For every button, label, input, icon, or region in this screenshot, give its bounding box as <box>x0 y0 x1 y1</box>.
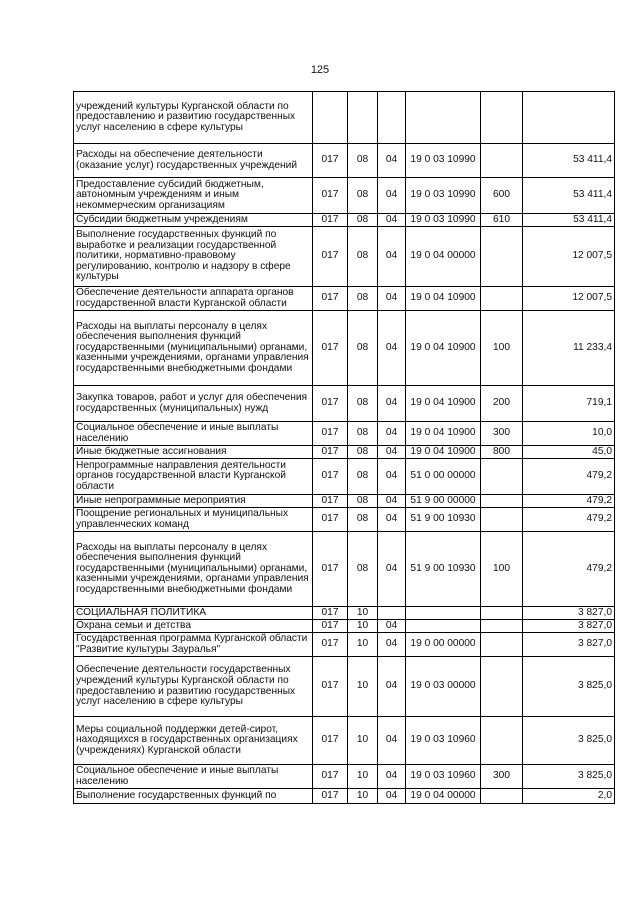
cell-vr <box>481 459 523 495</box>
cell-sum: 479,2 <box>523 495 615 508</box>
cell-csr: 19 0 00 00000 <box>406 633 481 657</box>
cell-sum: 479,2 <box>523 508 615 532</box>
cell-pr: 04 <box>378 717 406 765</box>
cell-rz: 08 <box>348 144 378 178</box>
table-row <box>74 717 615 765</box>
cell-ved: 017 <box>313 446 348 459</box>
cell-sum: 3 827,0 <box>523 620 615 633</box>
table-row <box>74 227 615 287</box>
cell-name: Охрана семьи и детства <box>74 620 313 633</box>
cell-pr: 04 <box>378 287 406 311</box>
cell-csr <box>406 607 481 620</box>
cell-rz: 10 <box>348 657 378 717</box>
cell-rz: 08 <box>348 495 378 508</box>
cell-rz: 10 <box>348 607 378 620</box>
cell-rz: 10 <box>348 633 378 657</box>
cell-sum: 53 411,4 <box>523 144 615 178</box>
cell-pr: 04 <box>378 789 406 804</box>
cell-pr: 04 <box>378 227 406 287</box>
cell-vr <box>481 144 523 178</box>
table-row <box>74 633 615 657</box>
cell-rz: 10 <box>348 789 378 804</box>
cell-pr: 04 <box>378 765 406 789</box>
cell-csr: 19 0 03 00000 <box>406 657 481 717</box>
cell-vr <box>481 227 523 287</box>
cell-ved: 017 <box>313 633 348 657</box>
cell-vr <box>481 607 523 620</box>
cell-csr: 51 0 00 00000 <box>406 459 481 495</box>
cell-sum: 3 825,0 <box>523 765 615 789</box>
cell-ved: 017 <box>313 532 348 607</box>
table-row <box>74 386 615 422</box>
cell-vr <box>481 657 523 717</box>
cell-ved <box>313 92 348 144</box>
cell-pr: 04 <box>378 311 406 386</box>
cell-name: Закупка товаров, работ и услуг для обеспечения государственных (муниципальных) нужд <box>74 386 313 422</box>
cell-ved: 017 <box>313 765 348 789</box>
cell-csr: 19 0 03 10960 <box>406 765 481 789</box>
cell-rz: 08 <box>348 459 378 495</box>
cell-rz: 10 <box>348 765 378 789</box>
cell-name: Меры социальной поддержки детей-сирот, находящихся в государственных организациях (учреждениях) Курганской области <box>74 717 313 765</box>
cell-pr: 04 <box>378 620 406 633</box>
cell-name: Иные бюджетные ассигнования <box>74 446 313 459</box>
cell-vr <box>481 495 523 508</box>
cell-sum: 3 827,0 <box>523 633 615 657</box>
cell-rz: 08 <box>348 386 378 422</box>
table-row <box>74 607 615 620</box>
cell-pr: 04 <box>378 508 406 532</box>
table-row <box>74 765 615 789</box>
cell-pr: 04 <box>378 495 406 508</box>
table-row <box>74 620 615 633</box>
cell-pr <box>378 607 406 620</box>
cell-ved: 017 <box>313 495 348 508</box>
cell-sum: 53 411,4 <box>523 214 615 227</box>
cell-ved: 017 <box>313 178 348 214</box>
cell-pr: 04 <box>378 144 406 178</box>
cell-vr <box>481 508 523 532</box>
cell-rz: 08 <box>348 311 378 386</box>
cell-name: Расходы на выплаты персоналу в целях обеспечения выполнения функций государственными (муниципальными) органами, казенными учреждениями, органами управления государственными внебюджетными фондами <box>74 532 313 607</box>
cell-sum: 12 007,5 <box>523 287 615 311</box>
cell-ved: 017 <box>313 657 348 717</box>
cell-csr: 19 0 04 10900 <box>406 311 481 386</box>
cell-pr: 04 <box>378 446 406 459</box>
cell-vr: 200 <box>481 386 523 422</box>
cell-csr: 51 9 00 10930 <box>406 508 481 532</box>
cell-sum: 2,0 <box>523 789 615 804</box>
cell-pr: 04 <box>378 214 406 227</box>
cell-pr: 04 <box>378 459 406 495</box>
cell-sum: 12 007,5 <box>523 227 615 287</box>
cell-csr: 19 0 04 00000 <box>406 789 481 804</box>
cell-sum: 3 825,0 <box>523 717 615 765</box>
cell-csr: 19 0 03 10990 <box>406 214 481 227</box>
cell-pr: 04 <box>378 178 406 214</box>
cell-ved: 017 <box>313 789 348 804</box>
cell-name: Выполнение государственных функций по <box>74 789 313 804</box>
table-row <box>74 92 615 144</box>
cell-sum: 45,0 <box>523 446 615 459</box>
table-row <box>74 178 615 214</box>
cell-ved: 017 <box>313 607 348 620</box>
cell-sum: 3 825,0 <box>523 657 615 717</box>
cell-vr <box>481 633 523 657</box>
cell-vr: 300 <box>481 422 523 446</box>
cell-rz: 08 <box>348 227 378 287</box>
cell-sum: 10,0 <box>523 422 615 446</box>
budget-table <box>73 91 615 804</box>
cell-rz: 08 <box>348 508 378 532</box>
cell-ved: 017 <box>313 227 348 287</box>
cell-name: Расходы на обеспечение деятельности (оказание услуг) государственных учреждений <box>74 144 313 178</box>
cell-csr: 19 0 03 10960 <box>406 717 481 765</box>
table-row <box>74 789 615 804</box>
cell-vr: 300 <box>481 765 523 789</box>
cell-pr: 04 <box>378 633 406 657</box>
cell-vr <box>481 92 523 144</box>
table-row <box>74 446 615 459</box>
cell-rz: 08 <box>348 214 378 227</box>
table-row <box>74 422 615 446</box>
cell-sum: 479,2 <box>523 532 615 607</box>
cell-name: Обеспечение деятельности аппарата органов государственной власти Курганской области <box>74 287 313 311</box>
cell-name: Обеспечение деятельности государственных учреждений культуры Курганской области по предоставлению и развитию государственных услуг населению в сфере культуры <box>74 657 313 717</box>
cell-rz: 08 <box>348 446 378 459</box>
cell-vr <box>481 789 523 804</box>
cell-csr: 19 0 04 00000 <box>406 227 481 287</box>
cell-ved: 017 <box>313 717 348 765</box>
cell-name: Непрограммные направления деятельности органов государственной власти Курганской области <box>74 459 313 495</box>
cell-pr: 04 <box>378 422 406 446</box>
cell-rz: 10 <box>348 620 378 633</box>
cell-csr: 51 9 00 10930 <box>406 532 481 607</box>
table-row <box>74 287 615 311</box>
table-row <box>74 532 615 607</box>
cell-rz: 08 <box>348 532 378 607</box>
cell-pr: 04 <box>378 657 406 717</box>
table-row <box>74 459 615 495</box>
table-row <box>74 214 615 227</box>
cell-name: Выполнение государственных функций по выработке и реализации государственной политики, нормативно-правовому регулированию, контролю и надзору в сфере культуры <box>74 227 313 287</box>
cell-ved: 017 <box>313 311 348 386</box>
cell-ved: 017 <box>313 422 348 446</box>
cell-name: Государственная программа Курганской области "Развитие культуры Зауралья" <box>74 633 313 657</box>
cell-name: Поощрение региональных и муниципальных управленческих команд <box>74 508 313 532</box>
cell-csr: 19 0 04 10900 <box>406 446 481 459</box>
cell-vr: 100 <box>481 311 523 386</box>
cell-rz: 08 <box>348 287 378 311</box>
cell-csr <box>406 620 481 633</box>
cell-sum: 11 233,4 <box>523 311 615 386</box>
cell-rz: 10 <box>348 717 378 765</box>
table-row <box>74 144 615 178</box>
cell-ved: 017 <box>313 459 348 495</box>
cell-rz: 08 <box>348 178 378 214</box>
cell-ved: 017 <box>313 287 348 311</box>
cell-ved: 017 <box>313 620 348 633</box>
cell-ved: 017 <box>313 386 348 422</box>
cell-name: СОЦИАЛЬНАЯ ПОЛИТИКА <box>74 607 313 620</box>
cell-csr: 19 0 03 10990 <box>406 144 481 178</box>
cell-name: Иные непрограммные мероприятия <box>74 495 313 508</box>
cell-ved: 017 <box>313 214 348 227</box>
cell-sum: 3 827,0 <box>523 607 615 620</box>
cell-rz <box>348 92 378 144</box>
table-row <box>74 495 615 508</box>
cell-vr: 100 <box>481 532 523 607</box>
cell-sum: 719,1 <box>523 386 615 422</box>
cell-name: Расходы на выплаты персоналу в целях обеспечения выполнения функций государственными (муниципальными) органами, казенными учреждениями, органами управления государственными внебюджетными фондами <box>74 311 313 386</box>
cell-csr: 19 0 03 10990 <box>406 178 481 214</box>
cell-csr: 19 0 04 10900 <box>406 386 481 422</box>
cell-vr <box>481 287 523 311</box>
cell-pr: 04 <box>378 386 406 422</box>
cell-vr: 610 <box>481 214 523 227</box>
cell-name: Социальное обеспечение и иные выплаты населению <box>74 765 313 789</box>
cell-sum: 53 411,4 <box>523 178 615 214</box>
cell-ved: 017 <box>313 508 348 532</box>
cell-csr: 51 9 00 00000 <box>406 495 481 508</box>
cell-sum: 479,2 <box>523 459 615 495</box>
cell-pr: 04 <box>378 532 406 607</box>
table-row <box>74 311 615 386</box>
cell-name: Субсидии бюджетным учреждениям <box>74 214 313 227</box>
cell-vr <box>481 620 523 633</box>
cell-name: Социальное обеспечение и иные выплаты населению <box>74 422 313 446</box>
page-number: 125 <box>310 64 330 76</box>
cell-vr: 600 <box>481 178 523 214</box>
cell-rz: 08 <box>348 422 378 446</box>
cell-vr <box>481 717 523 765</box>
cell-csr <box>406 92 481 144</box>
cell-sum <box>523 92 615 144</box>
cell-ved: 017 <box>313 144 348 178</box>
cell-name: Предоставление субсидий бюджетным, автономным учреждениям и иным некоммерческим организациям <box>74 178 313 214</box>
cell-pr <box>378 92 406 144</box>
table-row <box>74 508 615 532</box>
cell-name: учреждений культуры Курганской области по предоставлению и развитию государственных услуг населению в сфере культуры <box>74 92 313 144</box>
cell-vr: 800 <box>481 446 523 459</box>
table-row <box>74 657 615 717</box>
cell-csr: 19 0 04 10900 <box>406 287 481 311</box>
cell-csr: 19 0 04 10900 <box>406 422 481 446</box>
